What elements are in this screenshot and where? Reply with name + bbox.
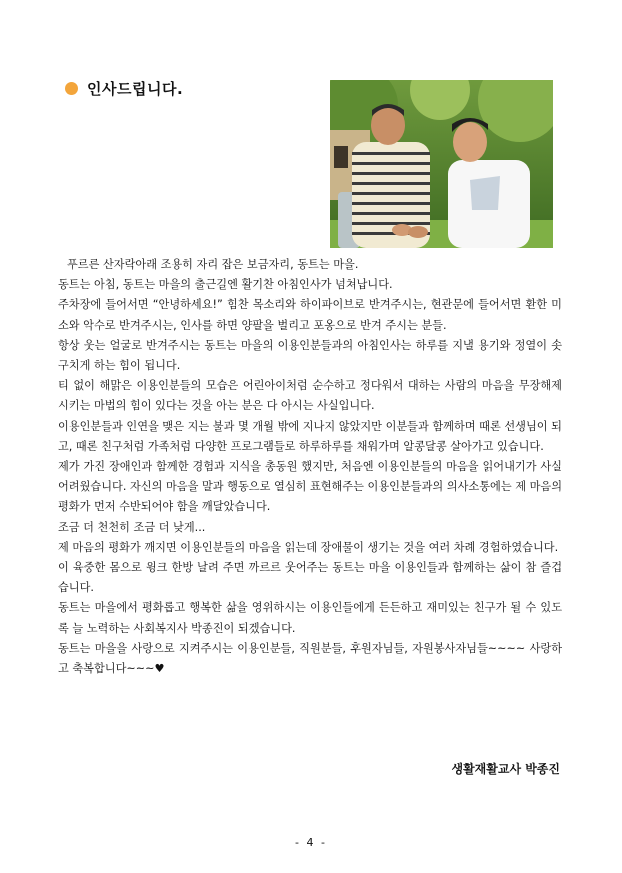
paragraph: 이용인분들과 인연을 맺은 지는 불과 몇 개월 밖에 지나지 않았지만 이분들과 함께하며 때론 선생님이 되고, 때론 친구처럼 가족처럼 다양한 프로그램들로 하루하루를 채워가며 알콩달콩 살아가고 있습니다. — [58, 419, 562, 453]
paragraph: 이 육중한 몸으로 윙크 한방 날려 주면 까르르 웃어주는 동트는 마을 이용인들과 함께하는 삶이 참 즐겁습니다. — [58, 561, 562, 595]
paragraph: 주차장에 들어서면 “안녕하세요!” 힘찬 목소리와 하이파이브로 반겨주시는, 현관문에 들어서면 환한 미소와 악수로 반겨주시는, 인사를 하면 양팔을 벌리고 포옹으로 반겨 주시는 분들. — [58, 298, 562, 332]
page-number: - 4 - — [295, 836, 327, 849]
paragraph: 동트는 마을을 사랑으로 지켜주시는 이용인분들, 직원분들, 후원자님들, 자원봉사자님들~~~~ 사랑하고 축복합니다~~~♥ — [58, 641, 562, 676]
paragraph: 티 없이 해맑은 이용인분들의 모습은 어린아이처럼 순수하고 정다워서 대하는 사람의 마음을 무장해제 시키는 마법의 힘이 있다는 것을 아는 분은 다 아시는 사실입니다. — [58, 379, 562, 413]
letter-body — [58, 255, 562, 679]
paragraph: 동트는 마을에서 평화롭고 행복한 삶을 영위하시는 이용인들에게 든든하고 재미있는 친구가 될 수 있도록 늘 노력하는 사회복지사 박종진이 되겠습니다. — [58, 601, 562, 635]
paragraph: 제가 가진 장애인과 함께한 경험과 지식을 총동원 했지만, 처음엔 이용인분들의 마음을 읽어내기가 사실 어려웠습니다. 자신의 마음을 말과 행동으로 열심히 표현해주는 이용인분들과의 의사소통에는 제 마음의 평화가 먼저 수반되어야 함을 깨달았습니다. — [58, 460, 562, 514]
paragraph: 조금 더 천천히 조금 더 낮게... — [58, 520, 206, 534]
paragraph: 푸르른 산자락아래 조용히 자리 잡은 보금자리, 동트는 마을. — [67, 258, 359, 271]
orange-bullet-icon — [65, 82, 78, 95]
photo-illustration — [330, 80, 553, 248]
paragraph: 제 마음의 평화가 깨지면 이용인분들의 마음을 읽는데 장애물이 생기는 것을 여러 차례 경험하였습니다. — [58, 540, 559, 554]
paragraph: 동트는 아침, 동트는 마을의 출근길엔 활기찬 아침인사가 넘쳐납니다. — [58, 278, 393, 292]
signature: 생활재활교사 박종진 — [451, 762, 560, 776]
paragraph: 항상 웃는 얼굴로 반겨주시는 동트는 마을의 이용인분들과의 아침인사는 하루를 지낼 용기와 정열이 솟구치게 하는 힘이 됩니다. — [58, 338, 562, 373]
photo — [330, 80, 553, 248]
section-title: 인사드립니다. — [87, 80, 184, 98]
